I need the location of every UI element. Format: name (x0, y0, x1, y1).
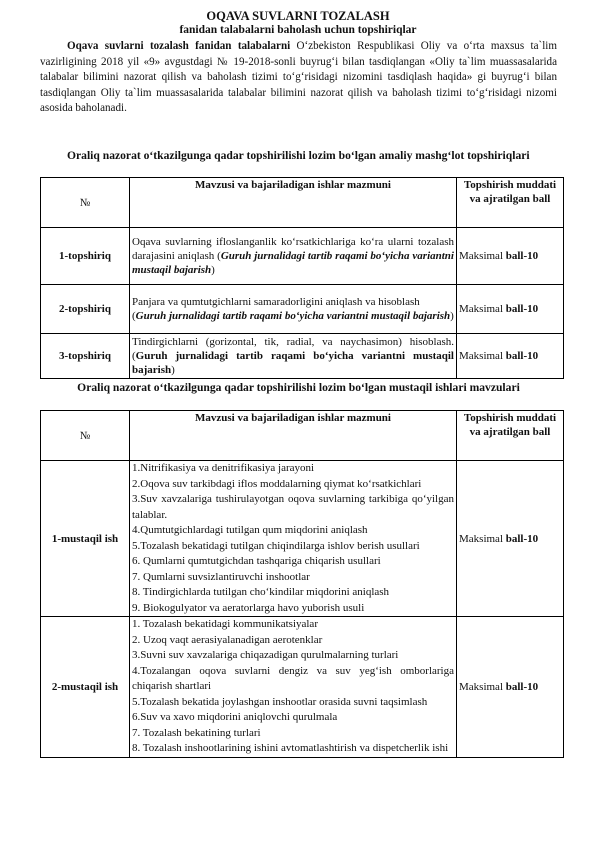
document-title: OQAVA SUVLARNI TOZALASH (206, 9, 390, 23)
row-score (457, 285, 564, 334)
row-content (130, 285, 457, 334)
row-score (457, 228, 564, 285)
score-value: ball-10 (505, 350, 539, 362)
table-row (41, 334, 564, 379)
row-content (130, 334, 457, 379)
row-label: 3-topshiriq (41, 334, 130, 379)
score-value: ball-10 (505, 303, 539, 315)
row-tail: ) (450, 310, 454, 322)
table-row (41, 228, 564, 285)
row-label: 1-topshiriq (41, 228, 130, 285)
list-item: 6.Suv va xavo miqdorini aniqlovchi qurulmala (132, 711, 338, 723)
header-deadline: Topshirish muddati va ajratilgan ball (457, 411, 564, 461)
list-item: 7. Tozalash bekatining turlari (132, 726, 261, 739)
table-row (41, 461, 564, 617)
row-emphasis: Guruh jurnalidagi tartib raqami bo‘yicha variantni mustaqil bajarish (132, 350, 454, 376)
list-item: 2.Oqova suv tarkibdagi iflos moddalarning qiymat ko‘rsatkichlari (132, 477, 422, 490)
score-value: ball-10 (505, 532, 539, 545)
row-label: 2-topshiriq (41, 285, 130, 334)
score-value: ball-10 (505, 680, 539, 693)
row-label: 1-mustaqil ish (41, 461, 130, 617)
score-label: Maksimal (459, 532, 506, 545)
list-item: 7. Qumlarni suvsizlantiruvchi inshootlar (132, 570, 310, 583)
score-label: Maksimal (459, 303, 506, 315)
row-score (457, 334, 564, 379)
score-value: ball-10 (505, 250, 539, 262)
table-row (41, 285, 564, 334)
document-subtitle: fanidan talabalarni baholash uchun topshiriqlar (179, 24, 417, 36)
section2-heading: Oraliq nazorat o‘tkazilgunga qadar topshirilishi lozim bo‘lgan mustaqil ishlari mavzulari (77, 381, 520, 394)
list-item: 6. Qumlarni qumtutgichdan tashqariga chiqarish usullari (132, 555, 381, 567)
intro-bold-text: Oqava suvlarni tozalash fanidan talabalarni (67, 40, 291, 52)
table-header-row (41, 178, 564, 228)
list-item: 2. Uzoq vaqt aerasiyalanadigan aerotenklar (132, 633, 323, 646)
header-topic: Mavzusi va bajariladigan ishlar mazmuni (130, 411, 457, 461)
score-label: Maksimal (459, 350, 506, 362)
practical-tasks-table (40, 177, 564, 379)
row-content (130, 461, 457, 617)
table-row (41, 617, 564, 758)
row-content (130, 617, 457, 758)
list-item: 1.Nitrifikasiya va denitrifikasiya jarayoni (132, 462, 315, 474)
independent-work-table (40, 410, 564, 758)
row-emphasis: Guruh jurnalidagi tartib raqami bo‘yicha variantni mustaqil bajarish (135, 310, 451, 322)
intro-text: O‘zbekiston Respublikasi Oliy va o‘rta maxsus ta`lim vazirligining 2018 yil «9» avgustdagi № 19-2018-sonli buyrug‘i bilan tasdiqlangan «Oliy ta`lim muassasalarida talabalar bilimini nazorat qilish va baholash tizimi to‘g‘risidagi nizomini tasdiqlash haqida» gi buyrug‘i bilan tasdiqlangan Oliy ta`lim muassasalarida talabalar bilimini nazorat qilish va baholash tizimi to‘g‘risidagi nizomi asosida baholanadi. (40, 40, 557, 114)
header-number: № (41, 178, 130, 228)
header-number: № (41, 411, 130, 461)
row-score (457, 461, 564, 617)
header-deadline: Topshirish muddati va ajratilgan ball (457, 178, 564, 228)
list-item: 9. Biokogulyator va aeratorlarga havo yuborish usuli (132, 601, 365, 614)
row-text: Oqava suvlarning ifloslanganlik ko‘rsatkichlariga ko‘ra ularni tozalash darajasini aniqlash ( (132, 236, 454, 262)
header-topic: Mavzusi va bajariladigan ishlar mazmuni (130, 178, 457, 228)
row-emphasis: Guruh jurnalidagi tartib raqami bo‘yicha variantni mustaqil bajarish (132, 250, 454, 276)
list-item: 8. Tozalash inshootlarining ishini avtomatlashtirish va dispetcherlik ishi (132, 742, 449, 754)
row-text: Panjara va qumtutgichlarni samaradorligini aniqlash va hisoblash ( (132, 296, 420, 322)
list-item: 4.Tozalangan oqova suvlarni dengiz va suv yeg‘ish omborlariga chiqarish shartlari (132, 664, 454, 692)
score-label: Maksimal (459, 250, 506, 262)
list-item: 1. Tozalash bekatidagi kommunikatsiyalar (132, 618, 318, 630)
list-item: 3.Suvni suv xavzalariga chiqazadigan qurulmalarning turlari (132, 649, 399, 661)
row-label: 2-mustaqil ish (41, 617, 130, 758)
score-label: Maksimal (459, 680, 506, 693)
row-text: Tindirgichlarni (gorizontal, tik, radial, va naychasimon) hisoblash. ( (132, 336, 454, 362)
row-content (130, 228, 457, 285)
section1-heading: Oraliq nazorat o‘tkazilgunga qadar topshirilishi lozim bo‘lgan amaliy mashg‘lot topshiriqlari (67, 149, 530, 162)
row-score (457, 617, 564, 758)
list-item: 8. Tindirgichlarda tutilgan cho‘kindilar miqdorini aniqlash (132, 586, 390, 598)
list-item: 4.Qumtutgichlardagi tutilgan qum miqdorini aniqlash (132, 524, 368, 536)
table-header-row (41, 411, 564, 461)
row-tail: ) (211, 264, 215, 276)
row-tail: ) (171, 364, 175, 376)
list-item: 3.Suv xavzalariga tushirulayotgan oqova suvlarning tarkibiga qo‘yilgan talablar. (132, 493, 454, 521)
intro-paragraph (40, 39, 557, 117)
list-item: 5.Tozalash bekatidagi tutilgan chiqindilarga ishlov berish usullari (132, 539, 420, 552)
list-item: 5.Tozalash bekatida joylashgan inshootlar orasida suvni taqsimlash (132, 695, 428, 708)
